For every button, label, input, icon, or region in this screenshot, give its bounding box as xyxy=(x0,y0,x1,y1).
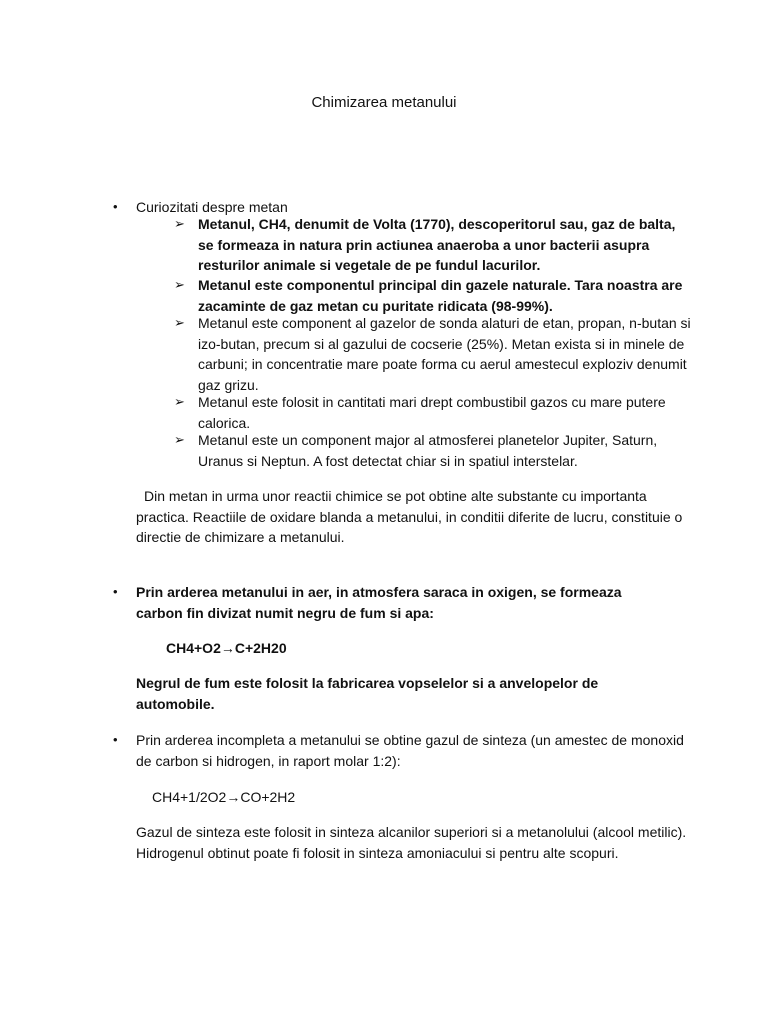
arrow-bullet-icon: ➢ xyxy=(174,315,185,330)
bullet-icon: • xyxy=(113,199,118,214)
section-text: Prin arderea incompleta a metanului se obtine gazul de sinteza (un amestec de monoxid de carbon si hidrogen, in raport molar 1:2): xyxy=(136,732,684,769)
list-item xyxy=(174,275,694,316)
page-title: Chimizarea metanului xyxy=(311,94,457,111)
chemical-equation xyxy=(152,787,295,808)
arrow-bullet-icon: ➢ xyxy=(174,432,185,447)
paragraph: Din metan in urma unor reactii chimice se pot obtine alte substante cu importanta practica. Reactiile de oxidare blanda a metanului, in conditii diferite de lucru, constituie o directie de chimizare a metanului. xyxy=(136,488,683,545)
list-item xyxy=(174,430,694,471)
arrow-bullet-icon: ➢ xyxy=(174,394,185,409)
bullet-icon: • xyxy=(113,584,118,599)
chemical-equation xyxy=(166,638,287,659)
list-item-text: Metanul este component al gazelor de sonda alaturi de etan, propan, n-butan si izo-butan, precum si al gazului de cocserie (25%). Metan exista si in minele de carbuni; in concentratie mare poate forma cu aerul amestecul exploziv denumit gaz grizu. xyxy=(198,315,691,393)
equation-reactants: CH4+1/2O2 xyxy=(152,789,227,805)
equation-products: CO+2H2 xyxy=(240,789,296,805)
list-item xyxy=(174,392,694,433)
list-item-text: Metanul este un component major al atmosferei planetelor Jupiter, Saturn, Uranus si Neptun. A fost detectat chiar si in spatiul interstelar. xyxy=(198,432,658,469)
arrow-bullet-icon: ➢ xyxy=(174,277,185,292)
list-item xyxy=(174,313,694,395)
reaction-arrow-icon: → xyxy=(220,640,235,656)
equation-reactants: CH4+O2 xyxy=(166,640,221,656)
bullet-icon: • xyxy=(113,732,118,747)
reaction-arrow-icon: → xyxy=(226,789,241,805)
section-heading: Curiozitati despre metan xyxy=(136,199,288,215)
list-item-text: Metanul este componentul principal din gazele naturale. Tara noastra are zacaminte de gaz metan cu puritate ridicata (98-99%). xyxy=(198,277,683,314)
list-item xyxy=(174,214,694,276)
list-item-text: Metanul este folosit in cantitati mari drept combustibil gazos cu mare putere calorica. xyxy=(198,394,666,431)
list-item-text: Metanul, CH4, denumit de Volta (1770), descoperitorul sau, gaz de balta, se formeaza in natura prin actiunea anaeroba a unor bacterii asupra resturilor animale si vegetale de pe fundul lacurilor. xyxy=(198,216,676,273)
equation-products: C+2H20 xyxy=(234,640,287,656)
arrow-bullet-icon: ➢ xyxy=(174,216,185,231)
section-text: Prin arderea metanului in aer, in atmosfera saraca in oxigen, se formeaza carbon fin divizat numit negru de fum si apa: xyxy=(136,584,622,621)
section-note: Gazul de sinteza este folosit in sinteza alcanilor superiori si a metanolului (alcool metilic). Hidrogenul obtinut poate fi folosit in sinteza amoniacului si pentru alte scopuri. xyxy=(136,824,687,861)
section-note: Negrul de fum este folosit la fabricarea vopselelor si a anvelopelor de automobile. xyxy=(136,675,599,712)
